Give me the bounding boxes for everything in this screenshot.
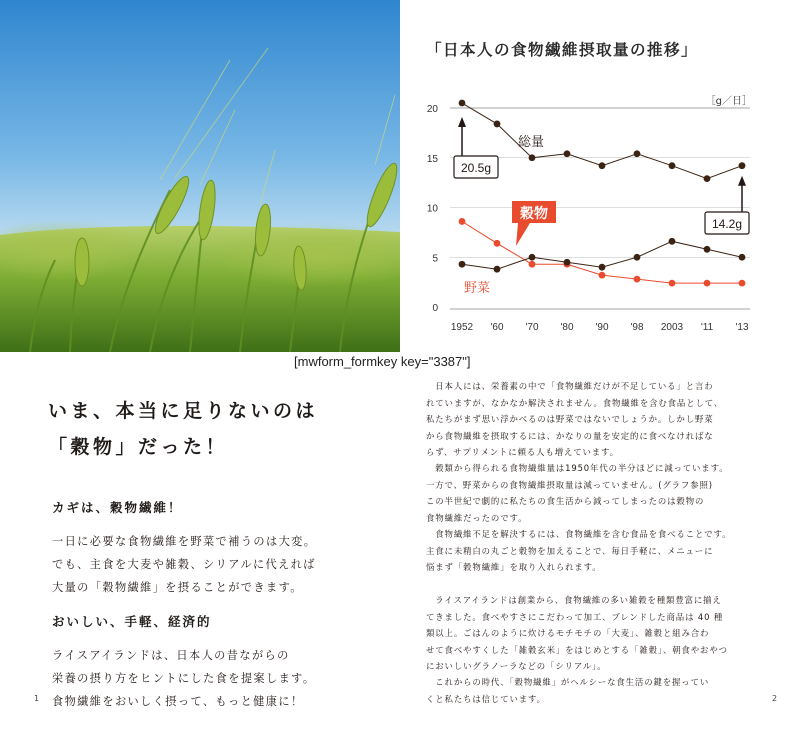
chart-title: 「日本人の食物繊維摂取量の推移」 [426, 41, 699, 59]
paragraph-line: 一方で、野菜からの食物繊維摂取量は減っていません。(グラフ参照) [426, 479, 713, 490]
data-point [704, 280, 711, 287]
y-tick-label: 5 [432, 253, 438, 265]
data-point [634, 150, 641, 157]
paragraph-line: れていますが、なかなか解決されません。食物繊維を含む食品として、 [426, 397, 724, 408]
data-point [564, 259, 571, 266]
annotation-label: 20.5g [460, 161, 492, 175]
body-line: 一日に必要な食物繊維を野菜で補うのは大変。 [52, 535, 317, 548]
data-point [494, 240, 501, 247]
data-point [599, 264, 606, 271]
data-point [599, 272, 606, 279]
x-tick-label: '60 [490, 322, 504, 333]
data-point [634, 276, 641, 283]
x-tick-label: '11 [700, 322, 714, 333]
series-label-vegetable: 野菜 [464, 281, 491, 296]
data-point [704, 175, 711, 182]
paragraph-line: らず、サプリメントに頼る人も増えています。 [426, 447, 619, 458]
body-line: 大量の「穀物繊維」を摂ることができます。 [52, 581, 303, 594]
unit-label: ［g／日］ [705, 96, 752, 107]
paragraph-line: 悩まず「穀物繊維」を取り入れられます。 [426, 562, 602, 573]
section-body-benefits [52, 644, 315, 713]
data-point [459, 261, 466, 268]
data-point [704, 246, 711, 253]
y-tick-label: 10 [426, 203, 438, 215]
body-line: でも、主食を大麦や雑穀、シリアルに代えれば [52, 558, 316, 571]
data-point [459, 218, 466, 225]
paragraph-line: から食物繊維を摂取するには、かなりの量を安定的に食べなければな [426, 430, 714, 441]
section-heading-benefits: おいしい、手軽、経済的 [52, 614, 212, 629]
data-point [494, 266, 501, 273]
data-point [739, 162, 746, 169]
paragraph-line: これからの時代、「穀物繊維」がヘルシーな食生活の鍵を握ってい [426, 677, 710, 687]
article-paragraph-2 [426, 460, 764, 526]
paragraph-line: においしいグラノーラなどの「シリアル」。 [426, 661, 607, 672]
data-point [529, 254, 536, 261]
data-point [669, 280, 676, 287]
paragraph-line: 日本人には、栄養素の中で「食物繊維だけが不足している」と言わ [426, 381, 714, 391]
data-point [669, 238, 676, 245]
body-line: ライスアイランドは、日本人の昔ながらの [52, 649, 290, 662]
y-tick-label: 0 [432, 303, 438, 314]
paragraph-line: くと私たちは信じています。 [426, 693, 546, 704]
x-tick-label: '13 [735, 322, 749, 333]
x-tick-label: 2003 [660, 322, 684, 333]
headline-line-1: いま、本当に足りないのは [48, 400, 319, 422]
article-paragraph-4 [426, 592, 764, 675]
paragraph-line: 主食に未精白の丸ごと穀物を加えることで、毎日手軽に、メニューに [426, 545, 714, 556]
form-key-shortcode: [mwform_formkey key="3387"] [294, 354, 471, 369]
article-paragraph-5 [426, 674, 764, 707]
x-tick-label: '80 [560, 322, 574, 333]
x-tick-label: '90 [595, 322, 609, 333]
fiber-intake-chart [400, 0, 800, 352]
page-number-left: 1 [34, 694, 40, 703]
data-point [529, 261, 536, 268]
annotation-label: 14.2g [711, 217, 743, 231]
paragraph-line: この半世紀で劇的に私たちの食生活から減ってしまったのは穀物の [426, 496, 705, 507]
paragraph-line: 食物繊維不足を解決するには、食物繊維を含む食品を食べることです。 [426, 529, 732, 539]
paragraph-line: てきました。食べやすさにこだわって加工、ブレンドした商品は 40 種 [426, 611, 724, 622]
paragraph-line: 私たちがまず思い浮かべるのは野菜ではないでしょうか。しかし野菜 [426, 414, 714, 425]
data-point [459, 100, 466, 107]
series-tag-pointer [516, 223, 530, 246]
paragraph-line: 穀類から得られる食物繊維量は1950年代の半分ほどに減っています。 [426, 463, 729, 473]
data-point [529, 154, 536, 161]
series-label-total: 総量 [518, 135, 545, 150]
data-point [599, 162, 606, 169]
paragraph-line: ライスアイランドは創業から、食物繊維の多い雑穀を種類豊富に揃え [426, 595, 722, 605]
barley-field-photo [0, 0, 400, 352]
body-line: 食物繊維をおいしく摂って、もっと健康に！ [52, 695, 304, 708]
paragraph-line: せて食べやすくした「雑穀玄米」をはじめとする「雑穀」、朝食やおやつ [426, 644, 728, 655]
y-tick-label: 20 [426, 104, 438, 115]
data-point [669, 162, 676, 169]
headline-line-2: 「穀物」だった！ [48, 436, 229, 458]
body-line: 栄養の摂り方をヒントにした食を提案します。 [52, 672, 316, 685]
data-point [739, 254, 746, 261]
article-paragraph-3 [426, 526, 764, 576]
x-tick-label: '70 [525, 322, 539, 333]
data-point [634, 254, 641, 261]
page-number-right: 2 [772, 694, 778, 703]
article-paragraph-1 [426, 378, 764, 461]
data-point [494, 121, 501, 128]
x-tick-label: '98 [630, 322, 644, 333]
data-point [739, 280, 746, 287]
series-label-grain: 穀物 [520, 206, 548, 222]
data-point [564, 150, 571, 157]
section-heading-grain-fiber: カギは、穀物繊維！ [52, 500, 183, 515]
section-body-grain-fiber [52, 530, 316, 599]
paragraph-line: 食物繊維だったのです。 [426, 512, 528, 523]
y-tick-label: 15 [426, 153, 438, 165]
x-tick-label: 1952 [450, 322, 474, 333]
paragraph-line: 類以上。ごはんのように炊けるモチモチの「大麦」、雑穀と組み合わ [426, 628, 710, 639]
